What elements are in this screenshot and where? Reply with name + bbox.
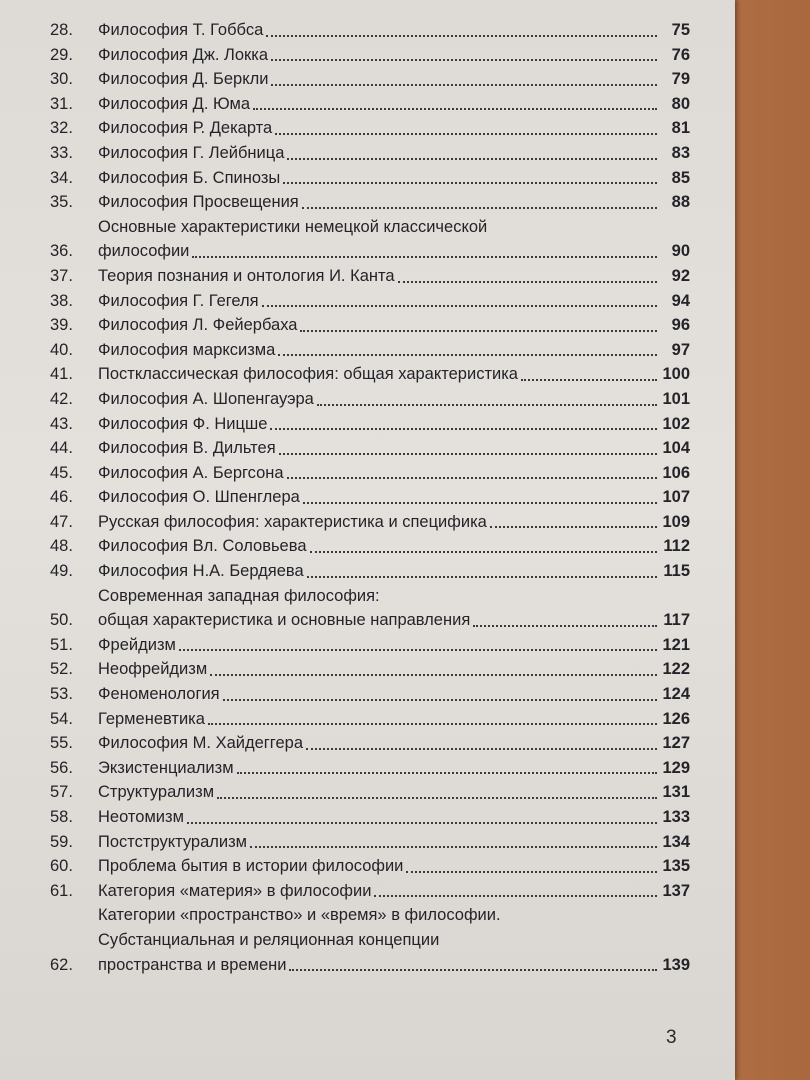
toc-entry bbox=[50, 264, 690, 289]
entry-page: 121 bbox=[662, 635, 690, 654]
dot-leader bbox=[223, 699, 657, 701]
dot-leader bbox=[279, 453, 657, 455]
entry-page: 76 bbox=[671, 45, 690, 64]
dot-leader bbox=[398, 281, 657, 283]
entry-title: Философия А. Бергсона bbox=[98, 463, 284, 482]
entry-page: 129 bbox=[662, 758, 690, 777]
entry-number: 61. bbox=[50, 881, 73, 900]
toc-entry bbox=[50, 436, 690, 461]
entry-number: 31. bbox=[50, 94, 73, 113]
entry-title: Философия А. Шопенгауэра bbox=[98, 389, 314, 408]
entry-number: 41. bbox=[50, 365, 73, 384]
toc-entry bbox=[50, 510, 690, 535]
entry-number: 51. bbox=[50, 635, 73, 654]
dot-leader bbox=[250, 846, 657, 848]
entry-page: 100 bbox=[662, 365, 690, 384]
dot-leader bbox=[278, 354, 657, 356]
entry-page: 109 bbox=[662, 512, 690, 531]
entry-title: Философия Л. Фейербаха bbox=[98, 316, 298, 335]
toc-entry bbox=[50, 854, 690, 879]
entry-page: 127 bbox=[662, 734, 690, 753]
entry-title: Неофрейдизм bbox=[98, 660, 208, 679]
entry-number: 39. bbox=[50, 316, 73, 335]
toc-entry bbox=[50, 682, 690, 707]
entry-number: 50. bbox=[50, 611, 73, 630]
dot-leader bbox=[210, 674, 657, 676]
dot-leader bbox=[406, 871, 657, 873]
dot-leader bbox=[275, 133, 657, 135]
toc-entry bbox=[50, 141, 690, 166]
entry-title: Постклассическая философия: общая характеристика bbox=[98, 365, 518, 384]
entry-title: Категория «материя» в философии bbox=[98, 881, 372, 900]
entry-number: 36. bbox=[50, 242, 73, 261]
entry-number: 62. bbox=[50, 955, 73, 974]
entry-number: 38. bbox=[50, 291, 73, 310]
dot-leader bbox=[317, 404, 657, 406]
toc-entry bbox=[50, 289, 690, 314]
entry-title: Философия Просвещения bbox=[98, 193, 299, 212]
entry-title: Философия Д. Беркли bbox=[98, 70, 269, 89]
entry-number: 56. bbox=[50, 758, 73, 777]
entry-title: Философия Вл. Соловьева bbox=[98, 537, 307, 556]
dot-leader bbox=[271, 84, 657, 86]
dot-leader bbox=[374, 895, 657, 897]
toc-entry bbox=[50, 830, 690, 855]
dot-leader bbox=[187, 822, 657, 824]
dot-leader bbox=[287, 477, 657, 479]
entry-title: общая характеристика и основные направления bbox=[98, 611, 471, 630]
entry-number: 45. bbox=[50, 463, 73, 482]
dot-leader bbox=[237, 772, 657, 774]
toc-entry bbox=[50, 903, 690, 977]
entry-page: 75 bbox=[671, 21, 690, 39]
dot-leader bbox=[266, 35, 657, 37]
entry-page: 112 bbox=[663, 537, 690, 556]
toc-entry bbox=[50, 584, 690, 633]
entry-page: 122 bbox=[662, 660, 690, 679]
entry-title: Философия Г. Лейбница bbox=[98, 143, 285, 162]
entry-title: Субстанциальная и реляционная концепции bbox=[98, 930, 440, 949]
dot-leader bbox=[473, 625, 657, 627]
toc-entry bbox=[50, 18, 690, 43]
entry-title: Основные характеристики немецкой классической bbox=[98, 217, 488, 236]
entry-title: Философия Дж. Локка bbox=[98, 45, 269, 64]
entry-number: 58. bbox=[50, 808, 73, 826]
entry-page: 101 bbox=[662, 389, 690, 408]
entry-number: 28. bbox=[50, 21, 73, 39]
entry-page: 97 bbox=[671, 340, 690, 359]
dot-leader bbox=[287, 158, 657, 160]
entry-number: 30. bbox=[50, 70, 73, 89]
page-number: 3 bbox=[666, 1027, 677, 1048]
entry-page: 134 bbox=[662, 832, 690, 851]
entry-page: 126 bbox=[662, 709, 690, 728]
toc-entry bbox=[50, 534, 690, 559]
entry-title: Категории «пространство» и «время» в философии. bbox=[98, 906, 501, 925]
entry-title: Герменевтика bbox=[98, 709, 205, 728]
toc-entry bbox=[50, 116, 690, 141]
dot-leader bbox=[271, 59, 657, 61]
entry-title: Экзистенциализм bbox=[98, 758, 234, 777]
dot-leader bbox=[306, 748, 657, 750]
toc-entry bbox=[50, 707, 690, 732]
entry-title: Философия Д. Юма bbox=[98, 94, 251, 113]
entry-title: Философия Г. Гегеля bbox=[98, 291, 259, 310]
toc-entry bbox=[50, 67, 690, 92]
entry-title: пространства и времени bbox=[98, 955, 287, 974]
entry-title: философии bbox=[98, 242, 190, 261]
entry-page: 106 bbox=[662, 463, 690, 482]
entry-number: 33. bbox=[50, 143, 73, 162]
entry-number: 47. bbox=[50, 512, 73, 531]
entry-page: 94 bbox=[671, 291, 690, 310]
entry-number: 46. bbox=[50, 488, 73, 507]
entry-title: Теория познания и онтология И. Канта bbox=[98, 266, 395, 285]
entry-number: 53. bbox=[50, 685, 73, 704]
entry-title: Философия марксизма bbox=[98, 340, 276, 359]
dot-leader bbox=[217, 797, 657, 799]
entry-number: 60. bbox=[50, 857, 73, 876]
entry-page: 107 bbox=[662, 488, 690, 507]
toc-entry bbox=[50, 313, 690, 338]
dot-leader bbox=[289, 969, 657, 971]
entry-title: Философия М. Хайдеггера bbox=[98, 734, 303, 753]
entry-number: 43. bbox=[50, 414, 73, 433]
dot-leader bbox=[521, 379, 657, 381]
toc-entry bbox=[50, 215, 690, 264]
toc-entry bbox=[50, 633, 690, 658]
toc-entry bbox=[50, 879, 690, 904]
entry-page: 124 bbox=[662, 685, 690, 704]
entry-page: 117 bbox=[663, 611, 690, 630]
dot-leader bbox=[300, 330, 657, 332]
entry-title: Проблема бытия в истории философии bbox=[98, 857, 404, 876]
dot-leader bbox=[303, 502, 657, 504]
entry-page: 133 bbox=[662, 808, 690, 826]
toc-entry bbox=[50, 338, 690, 363]
entry-title: Философия Б. Спинозы bbox=[98, 168, 281, 187]
entry-title: Философия Н.А. Бердяева bbox=[98, 562, 304, 581]
entry-page: 81 bbox=[671, 119, 690, 138]
entry-page: 80 bbox=[671, 94, 690, 113]
entry-number: 48. bbox=[50, 537, 73, 556]
entry-number: 37. bbox=[50, 266, 73, 285]
entry-page: 135 bbox=[662, 857, 690, 876]
entry-page: 115 bbox=[663, 562, 690, 581]
dot-leader bbox=[208, 723, 657, 725]
dot-leader bbox=[307, 576, 657, 578]
entry-number: 52. bbox=[50, 660, 73, 679]
dot-leader bbox=[302, 207, 657, 209]
entry-page: 92 bbox=[671, 266, 690, 285]
dot-leader bbox=[179, 649, 657, 651]
entry-number: 32. bbox=[50, 119, 73, 138]
entry-number: 29. bbox=[50, 45, 73, 64]
entry-page: 85 bbox=[671, 168, 690, 187]
entry-page: 88 bbox=[671, 193, 690, 212]
entry-number: 59. bbox=[50, 832, 73, 851]
toc-entry bbox=[50, 461, 690, 486]
toc-entry bbox=[50, 387, 690, 412]
dot-leader bbox=[270, 428, 657, 430]
toc-entry bbox=[50, 92, 690, 117]
dot-leader bbox=[192, 256, 657, 258]
entry-title: Философия В. Дильтея bbox=[98, 439, 276, 458]
entry-page: 104 bbox=[662, 439, 690, 458]
toc-entry bbox=[50, 756, 690, 781]
toc-entry bbox=[50, 559, 690, 584]
entry-title: Фрейдизм bbox=[98, 635, 176, 654]
entry-page: 131 bbox=[662, 783, 690, 802]
toc-entry bbox=[50, 166, 690, 191]
toc-entry bbox=[50, 362, 690, 387]
entry-number: 54. bbox=[50, 709, 73, 728]
entry-number: 49. bbox=[50, 562, 73, 581]
entry-page: 139 bbox=[662, 955, 690, 974]
entry-page: 83 bbox=[671, 143, 690, 162]
entry-number: 35. bbox=[50, 193, 73, 212]
toc-entry bbox=[50, 485, 690, 510]
entry-page: 137 bbox=[662, 881, 690, 900]
toc-entry bbox=[50, 657, 690, 682]
toc-entry bbox=[50, 780, 690, 805]
dot-leader bbox=[262, 305, 657, 307]
dot-leader bbox=[490, 526, 657, 528]
toc-entry bbox=[50, 805, 690, 830]
entry-title: Русская философия: характеристика и специфика bbox=[98, 512, 487, 531]
table-of-contents bbox=[50, 18, 690, 977]
entry-title: Философия О. Шпенглера bbox=[98, 488, 300, 507]
entry-title: Феноменология bbox=[98, 685, 220, 704]
entry-title: Философия Ф. Ницше bbox=[98, 414, 268, 433]
toc-entry bbox=[50, 731, 690, 756]
entry-number: 44. bbox=[50, 439, 73, 458]
entry-title: Постструктурализм bbox=[98, 832, 248, 851]
entry-number: 40. bbox=[50, 340, 73, 359]
entry-page: 102 bbox=[662, 414, 690, 433]
entry-page: 96 bbox=[671, 316, 690, 335]
entry-number: 42. bbox=[50, 389, 73, 408]
dot-leader bbox=[310, 551, 658, 553]
entry-title: Неотомизм bbox=[98, 808, 184, 826]
entry-title: Философия Т. Гоббса bbox=[98, 21, 264, 39]
toc-entry bbox=[50, 43, 690, 68]
dot-leader bbox=[283, 182, 657, 184]
entry-number: 34. bbox=[50, 168, 73, 187]
dot-leader bbox=[253, 108, 657, 110]
toc-entry bbox=[50, 412, 690, 437]
toc-entry bbox=[50, 190, 690, 215]
entry-title: Философия Р. Декарта bbox=[98, 119, 273, 138]
entry-number: 57. bbox=[50, 783, 73, 802]
entry-page: 90 bbox=[671, 242, 690, 261]
entry-title: Структурализм bbox=[98, 783, 215, 802]
entry-page: 79 bbox=[671, 70, 690, 89]
entry-title: Современная западная философия: bbox=[98, 586, 380, 605]
entry-number: 55. bbox=[50, 734, 73, 753]
